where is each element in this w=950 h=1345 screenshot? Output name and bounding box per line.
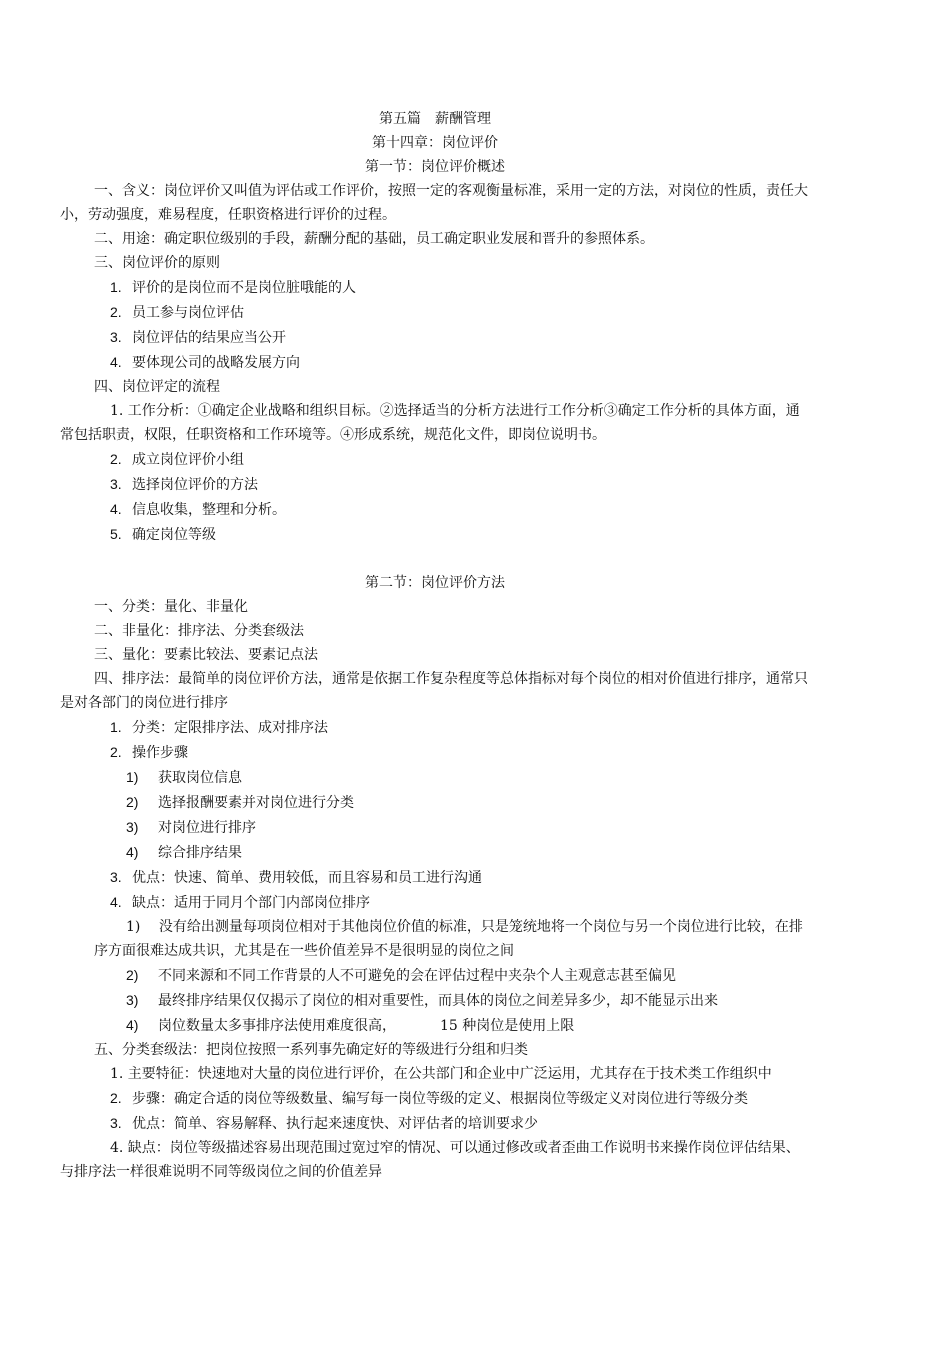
list-item: 3. 优点：快速、简单、费用较低，而且容易和员工进行沟通	[110, 869, 482, 886]
list-item: 3) 最终排序结果仅仅揭示了岗位的相对重要性，而具体的岗位之间差异多少，却不能显示出来	[126, 992, 718, 1009]
principles-list	[60, 275, 810, 375]
document-page	[60, 107, 810, 1184]
quantitative-line: 三、量化：要素比较法、要素记点法	[94, 647, 318, 663]
list-item: 2) 不同来源和不同工作背景的人不可避免的会在评估过程中夹杂个人主观意志甚至偏见	[126, 967, 676, 984]
section-gap	[60, 547, 810, 571]
list-item: 1. 评价的是岗位而不是岗位脏哦能的人	[110, 279, 356, 296]
section-title-2: 第二节：岗位评价方法	[365, 575, 505, 591]
list-item: 4. 要体现公司的战略发展方向	[110, 354, 300, 371]
list-item: 3. 岗位评估的结果应当公开	[110, 329, 286, 346]
list-item: 1) 获取岗位信息	[126, 769, 242, 786]
flow-list	[60, 447, 810, 547]
section-title-1: 第一节：岗位评价概述	[365, 159, 505, 175]
steps-list	[60, 765, 810, 865]
classification-feature-paragraph: 1. 主要特征：快速地对大量的岗位进行评价，在公共部门和企业中广泛运用，尤其存在于技术类工作组织中	[110, 1066, 772, 1082]
defects-list	[60, 963, 810, 1038]
part-title: 第五篇 薪酬管理	[379, 111, 491, 127]
list-item: 3. 选择岗位评价的方法	[110, 476, 258, 493]
non-quantitative-line: 二、非量化：排序法、分类套级法	[94, 623, 304, 639]
usage-paragraph: 二、用途：确定职位级别的手段，薪酬分配的基础，员工确定职业发展和晋升的参照体系。	[94, 231, 654, 247]
definition-paragraph: 一、含义：岗位评价又叫值为评估或工作评价，按照一定的客观衡量标准，采用一定的方法，对岗位的性质，责任大小，劳动强度，难易程度，任职资格进行评价的过程。	[60, 183, 808, 223]
classification-method-line: 五、分类套级法：把岗位按照一系列事先确定好的等级进行分组和归类	[94, 1042, 528, 1058]
principles-heading: 三、岗位评价的原则	[94, 255, 220, 271]
list-item: 4. 缺点：适用于同月个部门内部岗位排序	[110, 894, 370, 911]
flow-heading: 四、岗位评定的流程	[94, 379, 220, 395]
category-line: 一、分类：量化、非量化	[94, 599, 248, 615]
classification-defect-paragraph: 4. 缺点：岗位等级描述容易出现范围过宽过窄的情况、可以通过修改或者歪曲工作说明书来操作岗位评估结果、与排序法一样很难说明不同等级岗位之间的价值差异	[60, 1140, 800, 1180]
flow-item-job-analysis: 1. 工作分析：①确定企业战略和组织目标。②选择适当的分析方法进行工作分析③确定工作分析的具体方面，通常包括职责，权限，任职资格和工作环境等。④形成系统，规范化文件，即岗位说明书。	[60, 403, 800, 443]
list-item: 2. 操作步骤	[110, 744, 188, 761]
chapter-title: 第十四章：岗位评价	[372, 135, 498, 151]
list-item: 2) 选择报酬要素并对岗位进行分类	[126, 794, 354, 811]
defect-paragraph-1: 1) 没有给出测量每项岗位相对于其他岗位价值的标准，只是笼统地将一个岗位与另一个岗位进行比较，在排序方面很难达成共识，尤其是在一些价值差异不是很明显的岗位之间	[94, 919, 803, 959]
list-item: 4. 信息收集，整理和分析。	[110, 501, 286, 518]
list-item: 2. 成立岗位评价小组	[110, 451, 244, 468]
list-item: 2. 步骤：确定合适的岗位等级数量、编写每一岗位等级的定义、根据岗位等级定义对岗位进行等级分类	[110, 1090, 748, 1107]
list-item: 3) 对岗位进行排序	[126, 819, 256, 836]
list-item: 2. 员工参与岗位评估	[110, 304, 244, 321]
list-item: 5. 确定岗位等级	[110, 526, 216, 543]
list-item: 3. 优点：简单、容易解释、执行起来速度快、对评估者的培训要求少	[110, 1115, 538, 1132]
list-item: 4) 综合排序结果	[126, 844, 242, 861]
list-item: 4) 岗位数量太多事排序法使用难度很高， 15 种岗位是使用上限	[126, 1017, 575, 1034]
list-item: 1. 分类：定限排序法、成对排序法	[110, 719, 328, 736]
ranking-method-paragraph: 四、排序法：最简单的岗位评价方法，通常是依据工作复杂程度等总体指标对每个岗位的相对价值进行排序，通常只是对各部门的岗位进行排序	[60, 671, 808, 711]
